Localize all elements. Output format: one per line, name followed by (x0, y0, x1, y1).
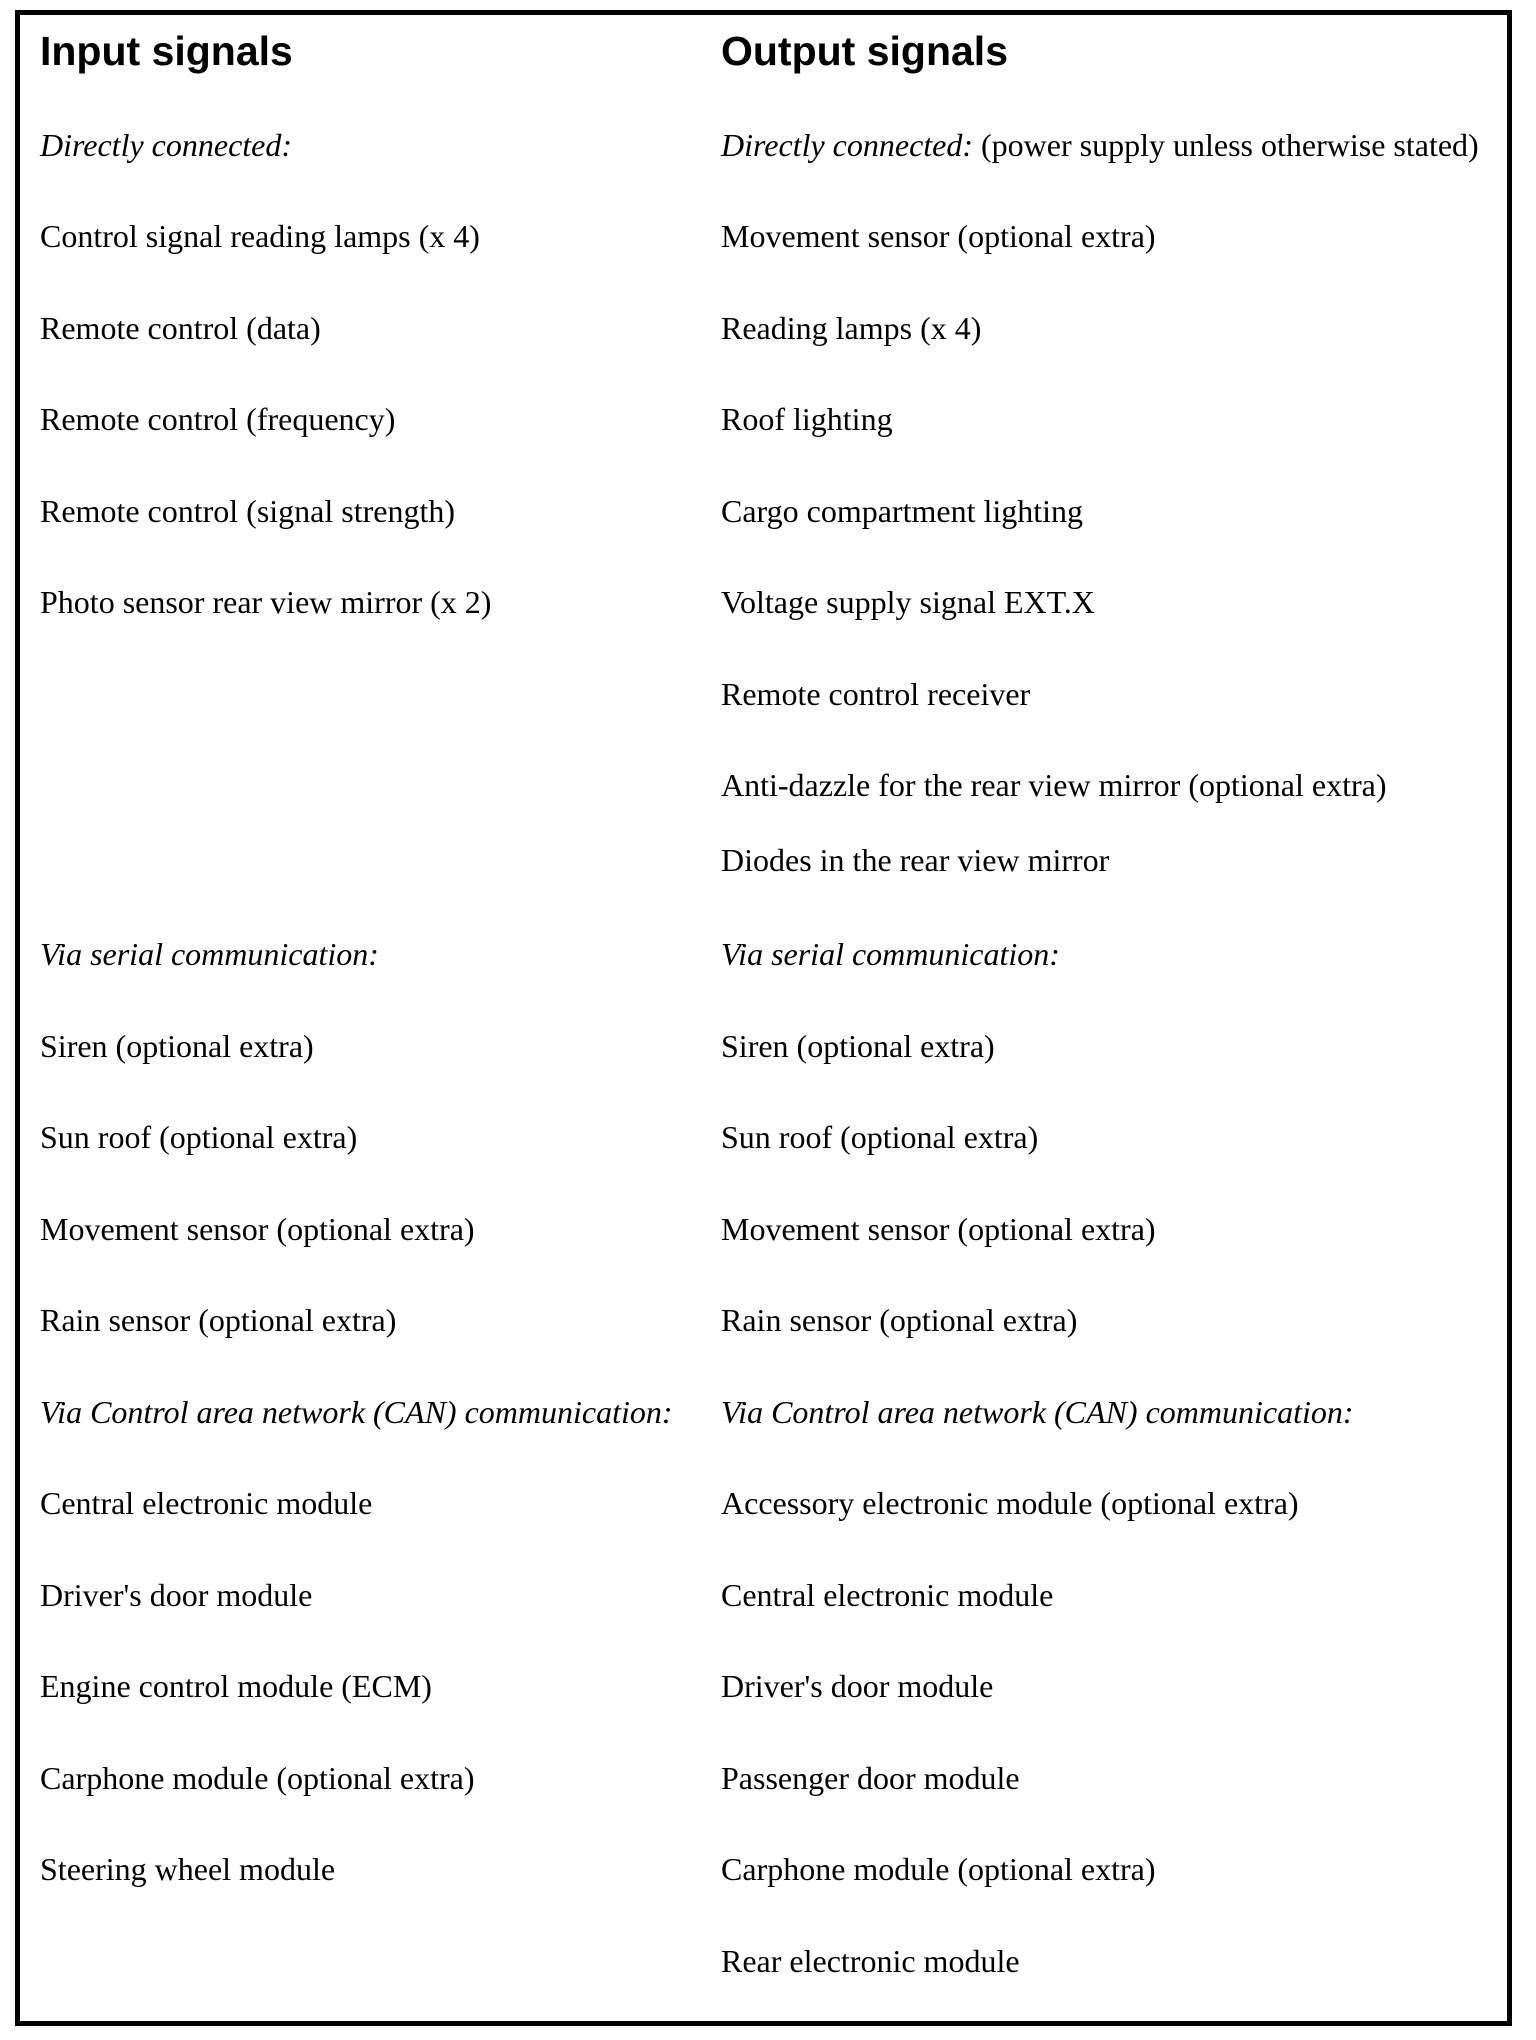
output-direct-item: Diodes in the rear view mirror (721, 842, 1110, 878)
input-serial-item: Sun roof (optional extra) (40, 1119, 358, 1155)
output-serial-item: Sun roof (optional extra) (721, 1119, 1039, 1155)
output-direct-item: Movement sensor (optional extra) (721, 218, 1156, 254)
output-can-item: Rear electronic module (721, 1943, 1020, 1979)
input-direct-item: Remote control (signal strength) (40, 493, 456, 529)
output-can-item: Passenger door module (721, 1760, 1020, 1796)
output-direct-item: Remote control receiver (721, 676, 1031, 712)
input-serial-item: Movement sensor (optional extra) (40, 1211, 475, 1247)
output-direct-item: Roof lighting (721, 401, 893, 437)
input-can-heading: Via Control area network (CAN) communication: (40, 1394, 673, 1430)
input-direct-item: Remote control (data) (40, 310, 321, 346)
output-serial-item: Movement sensor (optional extra) (721, 1211, 1156, 1247)
output-serial-heading: Via serial communication: (721, 936, 1060, 972)
signals-table (15, 10, 1512, 2026)
input-serial-heading: Via serial communication: (40, 936, 379, 972)
input-signals-header: Input signals (40, 28, 293, 74)
output-can-heading: Via Control area network (CAN) communication: (721, 1394, 1354, 1430)
output-can-item: Carphone module (optional extra) (721, 1851, 1156, 1887)
output-direct-heading: Directly connected: (721, 127, 974, 163)
output-serial-item: Siren (optional extra) (721, 1028, 995, 1064)
output-direct-item: Voltage supply signal EXT.X (721, 584, 1095, 620)
input-direct-item: Photo sensor rear view mirror (x 2) (40, 584, 492, 620)
input-can-item: Engine control module (ECM) (40, 1668, 432, 1704)
output-can-item: Driver's door module (721, 1668, 994, 1704)
output-can-item: Central electronic module (721, 1577, 1054, 1613)
input-direct-item: Remote control (frequency) (40, 401, 396, 437)
output-direct-item: Anti-dazzle for the rear view mirror (optional extra) (721, 767, 1387, 803)
output-can-item: Accessory electronic module (optional extra) (721, 1485, 1299, 1521)
input-serial-item: Siren (optional extra) (40, 1028, 314, 1064)
input-direct-heading: Directly connected: (40, 127, 293, 163)
output-direct-item: Reading lamps (x 4) (721, 310, 982, 346)
output-direct-note: (power supply unless otherwise stated) (981, 127, 1479, 163)
input-can-item: Driver's door module (40, 1577, 313, 1613)
input-can-item: Steering wheel module (40, 1851, 336, 1887)
output-direct-item: Cargo compartment lighting (721, 493, 1084, 529)
input-serial-item: Rain sensor (optional extra) (40, 1302, 397, 1338)
output-signals-header: Output signals (721, 28, 1008, 74)
output-serial-item: Rain sensor (optional extra) (721, 1302, 1078, 1338)
input-can-item: Central electronic module (40, 1485, 373, 1521)
output-direct-heading-line (721, 129, 1479, 161)
input-direct-item: Control signal reading lamps (x 4) (40, 218, 480, 254)
input-can-item: Carphone module (optional extra) (40, 1760, 475, 1796)
